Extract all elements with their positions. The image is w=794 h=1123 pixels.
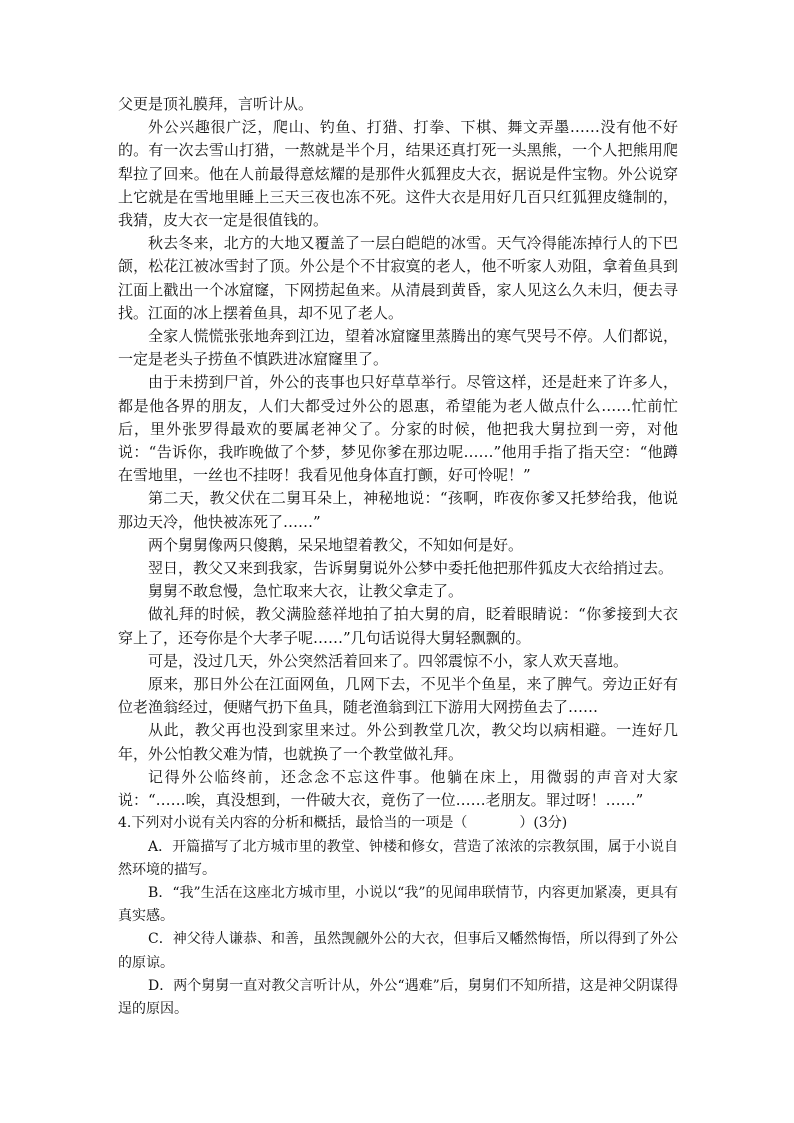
story-paragraph: 舅舅不敢怠慢，急忙取来大衣，让教父拿走了。 xyxy=(148,582,464,601)
story-paragraph: 第二天，教父伏在二舅耳朵上，神秘地说：“孩啊，昨夜你爹又托梦给我，他说那边天冷，他快被冻死了……” xyxy=(118,489,678,531)
story-paragraph: 做礼拜的时候，教父满脸慈祥地拍了拍大舅的肩，眨着眼睛说：“你爹接到大衣穿上了，还夸你是个大孝子呢……”几句话说得大舅轻飘飘的。 xyxy=(118,605,678,647)
story-paragraph: 从此，教父再也没到家里来过。外公到教堂几次，教父均以病相避。一连好几年，外公怕教父难为情，也就换了一个教堂做礼拜。 xyxy=(118,721,678,763)
option-d: D．两个舅舅一直对教父言听计从，外公“遇难”后，舅舅们不知所措，这是神父阴谋得逞的原因。 xyxy=(118,977,678,1017)
question-stem-end: ）(3分) xyxy=(519,815,568,832)
document-page xyxy=(118,93,678,1021)
option-c: C．神父待人谦恭、和善，虽然觊觎外公的大衣，但事后又幡然悔悟，所以得到了外公的原谅。 xyxy=(118,931,678,971)
option-b: B．“我”生活在这座北方城市里，小说以“我”的见闻串联情节，内容更加紧凑，更具有真实感。 xyxy=(118,884,678,925)
story-paragraph: 翌日，教父又来到我家，告诉舅舅说外公梦中委托他把那件狐皮大衣给捎过去。 xyxy=(148,559,674,578)
question-stem xyxy=(118,812,678,835)
story-paragraph: 两个舅舅像两只傻鹅，呆呆地望着教父，不知如何是好。 xyxy=(148,535,524,554)
story-paragraph: 由于未捞到尸首，外公的丧事也只好草草举行。尽管这样，还是赶来了许多人，都是他各界的朋友，人们大都受过外公的恩惠，希望能为老人做点什么……忙前忙后，里外张罗得最欢的要属老神父了。分家的时候，他把我大舅拉到一旁，对他说：“告诉你，我昨晚做了个梦，梦见你爹在那边呢……”他用手指了指天空：“他蹲在雪地里，一丝也不挂呀！我看见他身体直打颤，好可怜呢！” xyxy=(118,373,678,485)
story-paragraph: 全家人慌慌张张地奔到江边，望着冰窟窿里蒸腾出的寒气哭号不停。人们都说，一定是老头子捞鱼不慎跌进冰窟窿里了。 xyxy=(118,327,678,369)
story-paragraph: 父更是顶礼膜拜，言听计从。 xyxy=(118,95,314,113)
story-paragraph: 记得外公临终前，还念念不忘这件事。他躺在床上，用微弱的声音对大家说：“……唉，真没想到，一件破大衣，竟伤了一位……老朋友。罪过呀！……” xyxy=(118,767,678,810)
story-body xyxy=(118,93,678,812)
question-block xyxy=(118,812,678,1021)
story-paragraph: 可是，没过几天，外公突然活着回来了。四邻震惊不小，家人欢天喜地。 xyxy=(148,651,629,670)
question-stem-start: 4.下列对小说有关内容的分析和概括，最恰当的一项是（ xyxy=(118,815,468,832)
option-a: A．开篇描写了北方城市里的教堂、钟楼和修女，营造了浓浓的宗教氛围，属于小说自然环境的描写。 xyxy=(118,838,678,878)
story-paragraph: 原来，那日外公在江面网鱼，几网下去，不见半个鱼星，来了脾气。旁边正好有位老渔翁经过，便赌气扔下鱼具，随老渔翁到江下游用大网捞鱼去了…… xyxy=(118,675,678,717)
story-paragraph: 秋去冬来，北方的大地又覆盖了一层白皑皑的冰雪。天气冷得能冻掉行人的下巴颌，松花江被冰雪封了顶。外公是个不甘寂寞的老人，他不听家人劝阻，拿着鱼具到江面上戳出一个冰窟窿，下网捞起鱼来。从清晨到黄昏，家人见这么久未归，便去寻找。江面的冰上摆着鱼具，却不见了老人。 xyxy=(118,234,678,322)
story-paragraph: 外公兴趣很广泛，爬山、钓鱼、打猎、打拳、下棋、舞文弄墨……没有他不好的。有一次去雪山打猎，一熬就是半个月，结果还真打死一头黑熊，一个人把熊用爬犁拉了回来。他在人前最得意炫耀的是那件火狐狸皮大衣，据说是件宝物。外公说穿上它就是在雪地里睡上三天三夜也冻不死。这件大衣是用好几百只红狐狸皮缝制的，我猜，皮大衣一定是很值钱的。 xyxy=(118,118,678,230)
